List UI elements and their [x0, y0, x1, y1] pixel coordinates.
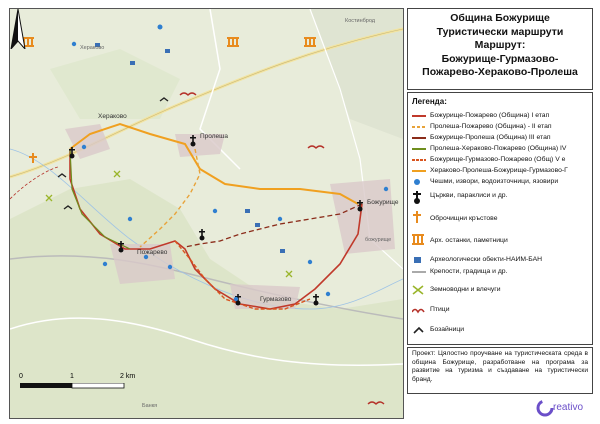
logo-text: reativo — [553, 402, 584, 413]
project-note-box — [407, 347, 593, 394]
legend-label: Църкви, параклиси и др. — [430, 192, 508, 199]
legend-label: Арх. останки, паметници — [430, 237, 508, 244]
place-herakovo: Хераково — [98, 113, 127, 120]
route-line-icon — [412, 166, 426, 176]
legend-label: Божурище-Пожарево (Община) I етап — [430, 112, 550, 119]
temple-icon — [412, 233, 426, 247]
scale-label-1: 1 — [70, 373, 74, 380]
blue-dot-icon — [412, 177, 426, 187]
legend-box — [407, 92, 593, 345]
legend-item — [412, 267, 592, 277]
legend-label: Птици — [430, 306, 450, 313]
legend-item — [412, 133, 592, 143]
legend-label: Хераково-Пролеша-Божурище-Гурмазово-Г — [430, 167, 568, 174]
map-canvas — [10, 9, 403, 418]
legend-label: Божурище-Пролеша (Община) III етап — [430, 134, 551, 141]
lizard-icon — [412, 285, 426, 295]
legend-label: Пролеша-Пожарево (Община) - II етап — [430, 123, 552, 130]
place-kostinbrod: Костинброд — [345, 18, 375, 24]
route-line-icon — [412, 111, 426, 121]
bird-icon — [412, 305, 426, 315]
legend-item — [412, 144, 592, 154]
legend-item — [412, 305, 592, 315]
logo-c-icon — [535, 398, 555, 418]
legend-item — [412, 255, 592, 265]
title-line-5: Пожарево-Хераково-Пролеша — [422, 66, 578, 78]
scale-bar-graphic — [20, 383, 130, 389]
legend-item — [412, 325, 592, 335]
place-bozhurishte-small: божурище — [365, 237, 392, 243]
legend-heading: Легенда: — [412, 97, 447, 106]
fortress-line-icon — [412, 267, 426, 277]
legend-item — [412, 155, 592, 165]
legend-item — [412, 166, 592, 176]
route-line-icon — [412, 144, 426, 154]
place-bozhurishte: Божурище — [367, 199, 399, 206]
legend-label: Бозайници — [430, 326, 465, 333]
route-line-icon — [412, 122, 426, 132]
legend-label: Археологически обекти-НАИМ-БАН — [430, 256, 543, 263]
title-box — [407, 8, 593, 90]
legend-item — [412, 233, 592, 247]
legend-item — [412, 191, 592, 205]
legend-label: Земноводни и влечуги — [430, 286, 501, 293]
church-cross-icon — [412, 191, 426, 205]
legend-label: Пролеша-Хераково-Пожарево (Община) IV — [430, 145, 567, 152]
place-pozharevo: Пожарево — [137, 249, 168, 256]
title-line-1: Община Божурище — [450, 12, 550, 24]
legend-item — [412, 111, 592, 121]
project-note-text: Проект: Цялостно проучване на туристическата среда в община Божурище, разработване на програма за развитие на туризма и създаване на туристически бранд. — [412, 350, 588, 383]
legend-label: Крепости, градища и др. — [430, 268, 508, 275]
legend-item — [412, 122, 592, 132]
place-prolesha: Пролеша — [200, 133, 228, 140]
legend-label: Божурище-Гурмазово-Пожарево (Общ) V е — [430, 156, 566, 163]
orange-cross-icon — [412, 211, 426, 225]
legend-label: Чешми, извори, водоизточници, язовири — [430, 178, 559, 185]
place-gurmazovo: Гурмазово — [260, 296, 292, 303]
title-line-3: Маршрут: — [474, 39, 526, 51]
legend-item — [412, 177, 592, 187]
north-arrow-icon — [10, 9, 26, 49]
scale-label-2: 2 km — [120, 373, 136, 380]
title-line-2: Туристически маршрути — [436, 25, 564, 38]
legend-label: Оброчищни кръстове — [430, 215, 498, 222]
route-line-icon — [412, 133, 426, 143]
creativo-logo — [535, 396, 595, 420]
blue-marker-icon — [412, 255, 426, 265]
place-bankya: Банкя — [142, 403, 158, 409]
legend-item — [412, 211, 592, 225]
place-herakovo-north: Хераково — [80, 45, 105, 51]
mammal-icon — [412, 325, 426, 335]
route-line-icon — [412, 155, 426, 165]
title-line-4: Божурище-Гурмазово- — [441, 52, 559, 65]
map-panel[interactable] — [9, 8, 404, 419]
scale-label-0: 0 — [19, 373, 23, 380]
legend-item — [412, 285, 592, 295]
